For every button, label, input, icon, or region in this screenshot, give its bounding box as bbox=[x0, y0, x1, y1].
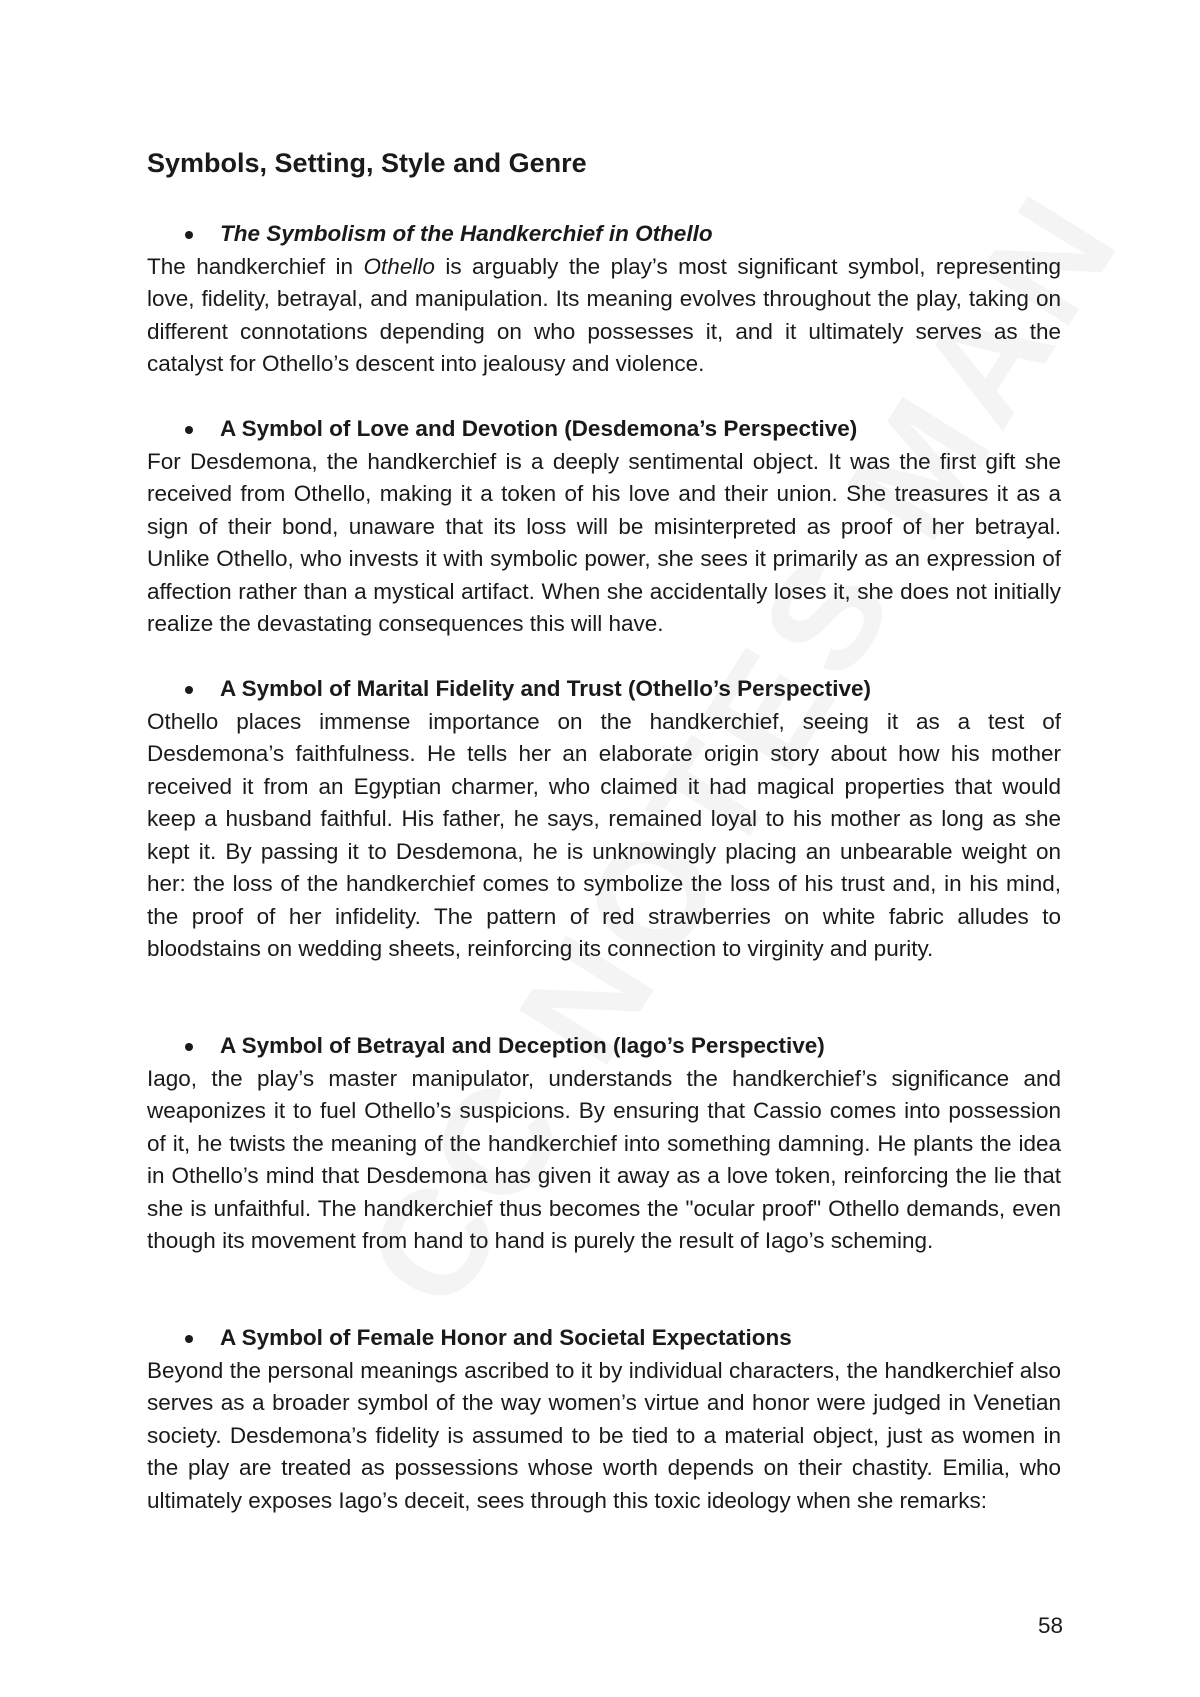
section-heading-text: A Symbol of Female Honor and Societal Expectations bbox=[220, 1325, 792, 1350]
section-handkerchief-symbolism bbox=[147, 218, 1061, 381]
section-heading-text: The Symbolism of the Handkerchief in Othello bbox=[220, 221, 713, 246]
section-paragraph bbox=[147, 251, 1061, 381]
page-number: 58 bbox=[1038, 1613, 1064, 1638]
section-heading bbox=[147, 218, 1061, 251]
section-love-devotion bbox=[147, 413, 1061, 641]
section-paragraph: Othello places immense importance on the handkerchief, seeing it as a test of Desdemona’s faithfulness. He tells her an elaborate origin story about how his mother received it from an Egyptian charmer, who claimed it had magical properties that would keep a husband faithful. His father, he says, remained loyal to his mother as long as she kept it. By passing it to Desdemona, he is unknowingly placing an unbearable weight on her: the loss of the handkerchief comes to symbolize the loss of his trust and, in his mind, the proof of her infidelity. The pattern of red strawberries on white fabric alludes to bloodstains on wedding sheets, reinforcing its connection to virginity and purity. bbox=[147, 708, 1061, 961]
bullet-icon bbox=[185, 686, 193, 694]
section-heading-text: A Symbol of Marital Fidelity and Trust (Othello’s Perspective) bbox=[220, 676, 871, 701]
paragraph-emphasis: Othello bbox=[363, 253, 435, 279]
paragraph-text: The handkerchief in bbox=[147, 253, 364, 279]
section-heading bbox=[147, 1322, 1061, 1355]
page-title: Symbols, Setting, Style and Genre bbox=[147, 148, 587, 178]
section-heading-text: A Symbol of Betrayal and Deception (Iago’s Perspective) bbox=[220, 1033, 825, 1058]
section-female-honor bbox=[147, 1322, 1061, 1517]
bullet-icon bbox=[185, 1335, 193, 1343]
paragraph-text: is arguably the play’s most significant symbol, representing love, fidelity, betrayal, and manipulation. Its meaning evolves throughout the play, taking on different connotations depending on who possesses it, and it ultimately serves as the catalyst for Othello’s descent into jealousy and violence. bbox=[147, 253, 1061, 376]
bullet-icon bbox=[185, 1043, 193, 1051]
section-betrayal-deception bbox=[147, 1030, 1061, 1258]
section-heading bbox=[147, 673, 1061, 706]
bullet-icon bbox=[185, 231, 193, 239]
section-heading bbox=[147, 1030, 1061, 1063]
bullet-icon bbox=[185, 426, 193, 434]
section-marital-fidelity bbox=[147, 673, 1061, 966]
section-paragraph: Beyond the personal meanings ascribed to it by individual characters, the handkerchief also serves as a broader symbol of the way women’s virtue and honor were judged in Venetian society. Desdemona’s fidelity is assumed to be tied to a material object, just as women in the play are treated as possessions whose worth depends on their chastity. Emilia, who ultimately exposes Iago’s deceit, sees through this toxic ideology when she remarks: bbox=[147, 1357, 1061, 1513]
section-heading bbox=[147, 413, 1061, 446]
section-paragraph: For Desdemona, the handkerchief is a deeply sentimental object. It was the first gift she received from Othello, making it a token of his love and their union. She treasures it as a sign of their bond, unaware that its loss will be misinterpreted as proof of her betrayal. Unlike Othello, who invests it with symbolic power, she sees it primarily as an expression of affection rather than a mystical artifact. When she accidentally loses it, she does not initially realize the devastating consequences this will have. bbox=[147, 448, 1061, 636]
section-heading-text: A Symbol of Love and Devotion (Desdemona’s Perspective) bbox=[220, 416, 858, 441]
section-paragraph: Iago, the play’s master manipulator, understands the handkerchief’s significance and weaponizes it to fuel Othello’s suspicions. By ensuring that Cassio comes into possession of it, he twists the meaning of the handkerchief into something damning. He plants the idea in Othello’s mind that Desdemona has given it away as a love token, reinforcing the lie that she is unfaithful. The handkerchief thus becomes the "ocular proof" Othello demands, even though its movement from hand to hand is purely the result of Iago’s scheming. bbox=[147, 1065, 1061, 1253]
